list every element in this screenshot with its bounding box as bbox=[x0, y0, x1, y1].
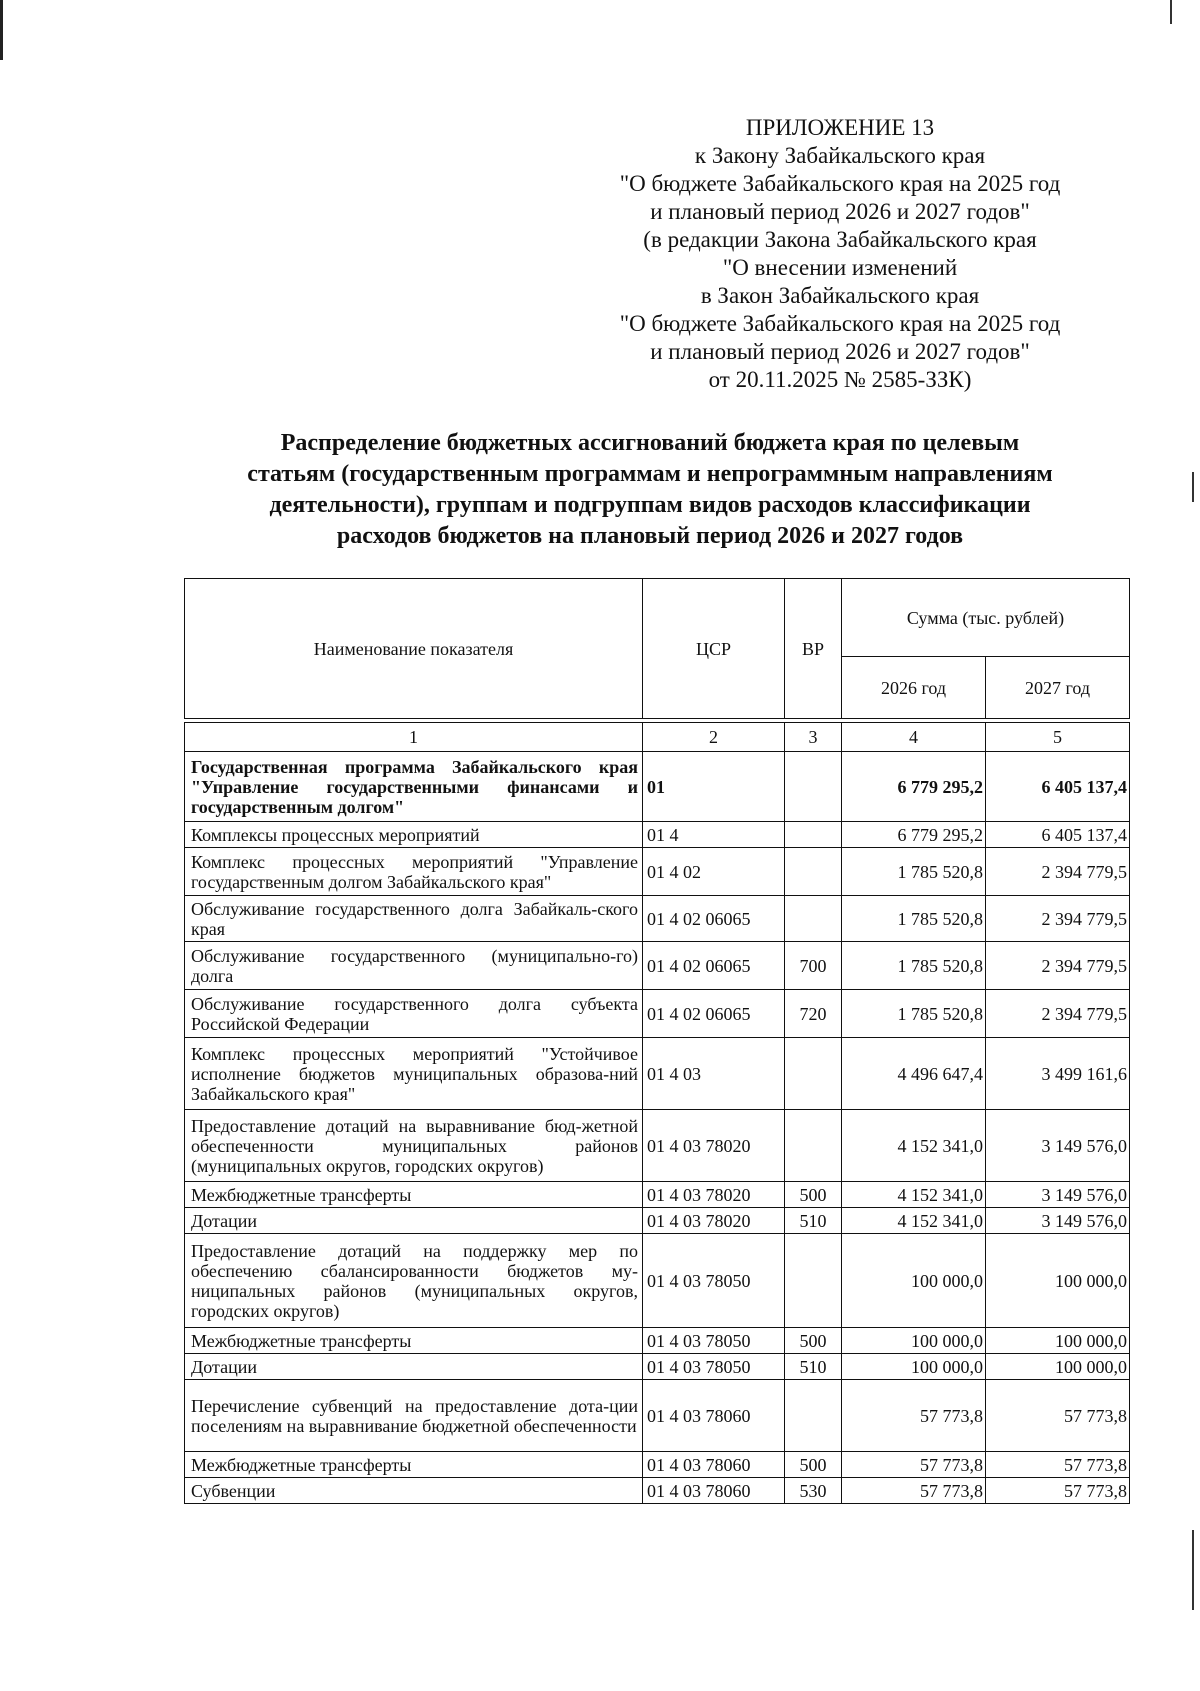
row-csr: 01 4 03 78050 bbox=[643, 1328, 785, 1354]
header-line: "О бюджете Забайкальского края на 2025 год bbox=[619, 171, 1061, 196]
row-csr: 01 4 02 bbox=[643, 848, 785, 896]
column-number: 4 bbox=[842, 723, 986, 752]
row-csr: 01 4 03 bbox=[643, 1038, 785, 1110]
document-title bbox=[180, 428, 1120, 552]
row-sum-2027: 57 773,8 bbox=[986, 1452, 1130, 1478]
header-line: ПРИЛОЖЕНИЕ 13 bbox=[745, 115, 935, 140]
row-sum-2026: 57 773,8 bbox=[842, 1452, 986, 1478]
row-sum-2027: 57 773,8 bbox=[986, 1478, 1130, 1504]
row-csr: 01 4 02 06065 bbox=[643, 942, 785, 990]
row-name: Предоставление дотаций на поддержку мер по обеспечению сбалансированности бюджетов му-ниципальных районов (муниципальных округов, городских округов) bbox=[185, 1234, 643, 1328]
row-name: Государственная программа Забайкальского края "Управление государственными финансами и государственным долгом" bbox=[185, 752, 643, 822]
row-vr bbox=[785, 752, 842, 822]
row-csr: 01 4 03 78050 bbox=[643, 1234, 785, 1328]
row-vr bbox=[785, 1110, 842, 1182]
row-vr bbox=[785, 1234, 842, 1328]
row-csr: 01 4 03 78060 bbox=[643, 1478, 785, 1504]
row-vr: 500 bbox=[785, 1182, 842, 1208]
row-sum-2026: 6 779 295,2 bbox=[842, 822, 986, 848]
title-line: расходов бюджетов на плановый период 2026 и 2027 годов bbox=[336, 523, 964, 549]
row-sum-2026: 100 000,0 bbox=[842, 1234, 986, 1328]
budget-table bbox=[184, 722, 1130, 1504]
row-csr: 01 4 03 78020 bbox=[643, 1182, 785, 1208]
row-sum-2026: 57 773,8 bbox=[842, 1478, 986, 1504]
header-line: (в редакции Закона Забайкальского края bbox=[643, 227, 1037, 252]
row-sum-2026: 1 785 520,8 bbox=[842, 990, 986, 1038]
row-vr bbox=[785, 848, 842, 896]
row-sum-2026: 100 000,0 bbox=[842, 1354, 986, 1380]
row-name: Дотации bbox=[185, 1354, 643, 1380]
table-row bbox=[185, 1038, 1130, 1110]
row-sum-2027: 3 499 161,6 bbox=[986, 1038, 1130, 1110]
row-name: Обслуживание государственного долга субъекта Российской Федерации bbox=[185, 990, 643, 1038]
scan-mark bbox=[1192, 1530, 1194, 1610]
title-line: Распределение бюджетных ассигнований бюджета края по целевым bbox=[280, 430, 1020, 456]
row-csr: 01 4 03 78020 bbox=[643, 1208, 785, 1234]
column-header-csr: ЦСР bbox=[643, 579, 785, 719]
row-sum-2026: 57 773,8 bbox=[842, 1380, 986, 1452]
table-row bbox=[185, 848, 1130, 896]
row-name: Комплекс процессных мероприятий "Управление государственным долгом Забайкальского края" bbox=[185, 848, 643, 896]
row-name: Комплексы процессных мероприятий bbox=[185, 822, 643, 848]
column-header-2026: 2026 год bbox=[842, 657, 986, 719]
row-csr: 01 4 bbox=[643, 822, 785, 848]
row-vr: 510 bbox=[785, 1208, 842, 1234]
row-sum-2027: 100 000,0 bbox=[986, 1354, 1130, 1380]
row-vr: 500 bbox=[785, 1452, 842, 1478]
row-sum-2027: 2 394 779,5 bbox=[986, 896, 1130, 942]
row-vr: 530 bbox=[785, 1478, 842, 1504]
row-name: Обслуживание государственного долга Забайкаль-ского края bbox=[185, 896, 643, 942]
row-sum-2026: 1 785 520,8 bbox=[842, 896, 986, 942]
row-sum-2027: 57 773,8 bbox=[986, 1380, 1130, 1452]
row-sum-2027: 2 394 779,5 bbox=[986, 848, 1130, 896]
row-vr: 500 bbox=[785, 1328, 842, 1354]
column-number-row bbox=[185, 723, 1130, 752]
row-name: Комплекс процессных мероприятий "Устойчивое исполнение бюджетов муниципальных образова-ний Забайкальского края" bbox=[185, 1038, 643, 1110]
row-name: Субвенции bbox=[185, 1478, 643, 1504]
row-sum-2027: 3 149 576,0 bbox=[986, 1110, 1130, 1182]
column-number: 3 bbox=[785, 723, 842, 752]
row-csr: 01 bbox=[643, 752, 785, 822]
table-row bbox=[185, 1208, 1130, 1234]
table-row bbox=[185, 990, 1130, 1038]
row-vr: 720 bbox=[785, 990, 842, 1038]
row-vr bbox=[785, 1380, 842, 1452]
table-row bbox=[185, 752, 1130, 822]
header-line: и плановый период 2026 и 2027 годов" bbox=[650, 339, 1030, 364]
header-line: от 20.11.2025 № 2585-ЗЗК) bbox=[708, 367, 972, 392]
row-sum-2026: 1 785 520,8 bbox=[842, 942, 986, 990]
header-line: "О бюджете Забайкальского края на 2025 год bbox=[619, 311, 1061, 336]
row-csr: 01 4 03 78050 bbox=[643, 1354, 785, 1380]
row-vr: 700 bbox=[785, 942, 842, 990]
scan-mark bbox=[1170, 0, 1172, 24]
row-csr: 01 4 03 78020 bbox=[643, 1110, 785, 1182]
table-row bbox=[185, 1354, 1130, 1380]
table-row bbox=[185, 1328, 1130, 1354]
table-row bbox=[185, 1234, 1130, 1328]
table-row bbox=[185, 822, 1130, 848]
row-sum-2026: 4 496 647,4 bbox=[842, 1038, 986, 1110]
column-number: 1 bbox=[185, 723, 643, 752]
header-line: в Закон Забайкальского края bbox=[700, 283, 980, 308]
title-line: деятельности), группам и подгруппам видов расходов классификации bbox=[269, 492, 1031, 518]
row-name: Межбюджетные трансферты bbox=[185, 1182, 643, 1208]
table-header bbox=[184, 578, 1130, 719]
row-vr bbox=[785, 896, 842, 942]
row-sum-2027: 100 000,0 bbox=[986, 1328, 1130, 1354]
table-row bbox=[185, 1452, 1130, 1478]
row-sum-2027: 100 000,0 bbox=[986, 1234, 1130, 1328]
row-sum-2026: 4 152 341,0 bbox=[842, 1110, 986, 1182]
row-name: Перечисление субвенций на предоставление дота-ции поселениям на выравнивание бюджетной обеспеченности bbox=[185, 1380, 643, 1452]
row-vr bbox=[785, 822, 842, 848]
row-name: Предоставление дотаций на выравнивание бюд-жетной обеспеченности муниципальных районов (муниципальных округов, городских округов) bbox=[185, 1110, 643, 1182]
row-sum-2026: 6 779 295,2 bbox=[842, 752, 986, 822]
row-name: Дотации bbox=[185, 1208, 643, 1234]
table-row bbox=[185, 1110, 1130, 1182]
row-csr: 01 4 02 06065 bbox=[643, 896, 785, 942]
column-number: 2 bbox=[643, 723, 785, 752]
scan-edge bbox=[0, 0, 3, 60]
table-row bbox=[185, 1182, 1130, 1208]
row-name: Межбюджетные трансферты bbox=[185, 1328, 643, 1354]
title-line: статьям (государственным программам и непрограммным направлениям bbox=[247, 461, 1053, 487]
scan-mark bbox=[1192, 472, 1194, 502]
column-header-2027: 2027 год bbox=[986, 657, 1130, 719]
row-sum-2026: 1 785 520,8 bbox=[842, 848, 986, 896]
column-header-vr: ВР bbox=[785, 579, 842, 719]
row-csr: 01 4 03 78060 bbox=[643, 1452, 785, 1478]
table-row bbox=[185, 1478, 1130, 1504]
row-vr: 510 bbox=[785, 1354, 842, 1380]
row-sum-2027: 2 394 779,5 bbox=[986, 990, 1130, 1038]
row-sum-2027: 3 149 576,0 bbox=[986, 1182, 1130, 1208]
row-csr: 01 4 02 06065 bbox=[643, 990, 785, 1038]
column-header-name: Наименование показателя bbox=[185, 579, 643, 719]
row-vr bbox=[785, 1038, 842, 1110]
column-header-sum: Сумма (тыс. рублей) bbox=[842, 579, 1130, 657]
table-row bbox=[185, 1380, 1130, 1452]
column-number: 5 bbox=[986, 723, 1130, 752]
row-name: Обслуживание государственного (муниципально-го) долга bbox=[185, 942, 643, 990]
appendix-header bbox=[560, 114, 1120, 394]
row-sum-2026: 4 152 341,0 bbox=[842, 1182, 986, 1208]
row-sum-2027: 6 405 137,4 bbox=[986, 752, 1130, 822]
row-sum-2026: 100 000,0 bbox=[842, 1328, 986, 1354]
row-sum-2027: 6 405 137,4 bbox=[986, 822, 1130, 848]
row-sum-2027: 2 394 779,5 bbox=[986, 942, 1130, 990]
row-sum-2026: 4 152 341,0 bbox=[842, 1208, 986, 1234]
table-row bbox=[185, 896, 1130, 942]
row-csr: 01 4 03 78060 bbox=[643, 1380, 785, 1452]
header-line: "О внесении изменений bbox=[722, 255, 958, 280]
header-line: к Закону Забайкальского края bbox=[694, 143, 986, 168]
row-name: Межбюджетные трансферты bbox=[185, 1452, 643, 1478]
row-sum-2027: 3 149 576,0 bbox=[986, 1208, 1130, 1234]
table-row bbox=[185, 942, 1130, 990]
header-line: и плановый период 2026 и 2027 годов" bbox=[650, 199, 1030, 224]
